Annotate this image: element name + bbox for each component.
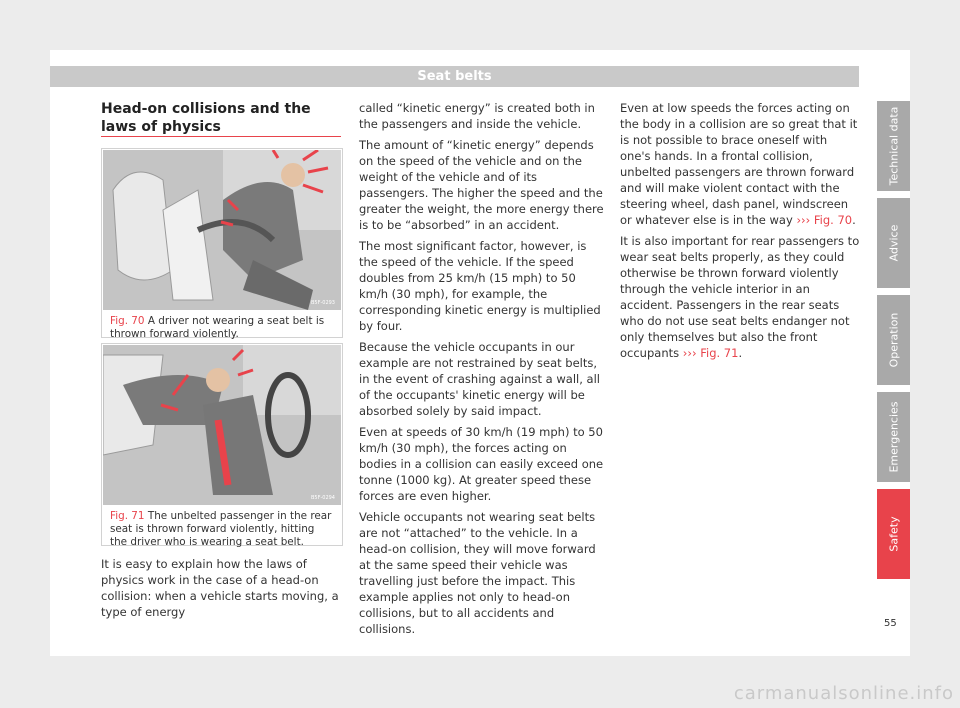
paragraph: The amount of “kinetic energy” depends on the speed of the vehicle and on the weight of the vehicle and of its passengers. The higher the speed and the greater the weight, the more energy there is to be “absorbed” in an accident. (359, 138, 604, 232)
section-title: Head-on collisions and the laws of physics (101, 101, 311, 135)
tab-label: Emergencies (887, 401, 900, 473)
tab-label: Technical data (887, 106, 900, 186)
paragraph-text: Even at low speeds the forces acting on the body in a collision are so great that it is not possible to brace oneself with one's hands. In a frontal collision, unbelted passengers are thrown forward and will make violent contact with the steering wheel, dash panel, windscreen or whatever else is in the way (620, 101, 858, 227)
tab-label: Operation (887, 312, 900, 368)
column-2-text (359, 100, 604, 642)
caption-text: The unbelted passenger in the rear seat is thrown forward violently, hitting the driver who is wearing a seat belt. (110, 510, 332, 548)
tab-label: Advice (887, 224, 900, 262)
figure-70-image (103, 150, 341, 310)
tab-emergencies[interactable] (877, 392, 910, 482)
figure-number: Fig. 71 (110, 510, 145, 522)
driver-crash-illustration (103, 150, 341, 310)
tab-operation[interactable] (877, 295, 910, 385)
paragraph: Vehicle occupants not wearing seat belts are not “attached” to the vehicle. In a head-on collision, they will move forward at the same speed their vehicle was travelling just before the impact. This example applies not only to head-on collisions, but to all accidents and collisions. (359, 510, 596, 636)
figure-number: Fig. 70 (110, 315, 145, 327)
figure-71-caption (110, 510, 334, 549)
figure-70 (101, 148, 343, 338)
paragraph (620, 100, 860, 228)
column-1-text (101, 556, 346, 625)
figure-71 (101, 343, 343, 546)
paragraph: Because the vehicle occupants in our example are not restrained by seat belts, in the event of crashing against a wall, all of the occupants' kinetic energy will be absorbed solely by said impact. (359, 340, 600, 418)
page-header: Seat belts (50, 66, 859, 87)
page-number: 55 (884, 618, 897, 629)
punctuation: . (852, 213, 856, 227)
paragraph: It is easy to explain how the laws of physics work in the case of a head-on collision: when a vehicle starts moving, a type of energy (101, 557, 339, 619)
punctuation: . (738, 346, 743, 360)
paragraph: called “kinetic energy” is created both in the passengers and inside the vehicle. (359, 101, 595, 131)
figure-71-link[interactable]: ››› Fig. 71 (682, 346, 739, 360)
paragraph (620, 233, 860, 361)
rear-passenger-crash-illustration (103, 345, 341, 505)
figure-71-image (103, 345, 341, 505)
paragraph: The most significant factor, however, is the speed of the vehicle. If the speed doubles from 25 km/h (15 mph) to 50 km/h (30 mph), for example, the corresponding kinetic energy is multiplied by four. (359, 239, 601, 333)
caption-text: A driver not wearing a seat belt is thrown forward violently. (110, 315, 325, 340)
tab-technical-data[interactable] (877, 101, 910, 191)
paragraph: Even at speeds of 30 km/h (19 mph) to 50 km/h (30 mph), the forces acting on bodies in a collision can easily exceed one tonne (1000 kg). At greater speed these forces are even higher. (359, 425, 604, 503)
watermark: carmanualsonline.info (733, 683, 954, 704)
figure-code: B5F-0294 (310, 495, 335, 501)
column-3-text (620, 100, 860, 366)
tab-advice[interactable] (877, 198, 910, 288)
title-rule (101, 136, 341, 137)
tab-label: Safety (887, 516, 900, 552)
tab-safety[interactable] (877, 489, 910, 579)
paragraph-text: It is also important for rear passengers to wear seat belts properly, as they could otherwise be thrown forward violently through the vehicle interior in an accident. Passengers in the rear seats who do not use seat belts endanger not only themselves but also the front occupants (620, 234, 860, 360)
figure-code: B5F-0293 (310, 300, 335, 306)
figure-70-caption (110, 315, 334, 341)
figure-70-link[interactable]: ››› Fig. 70 (796, 213, 853, 227)
